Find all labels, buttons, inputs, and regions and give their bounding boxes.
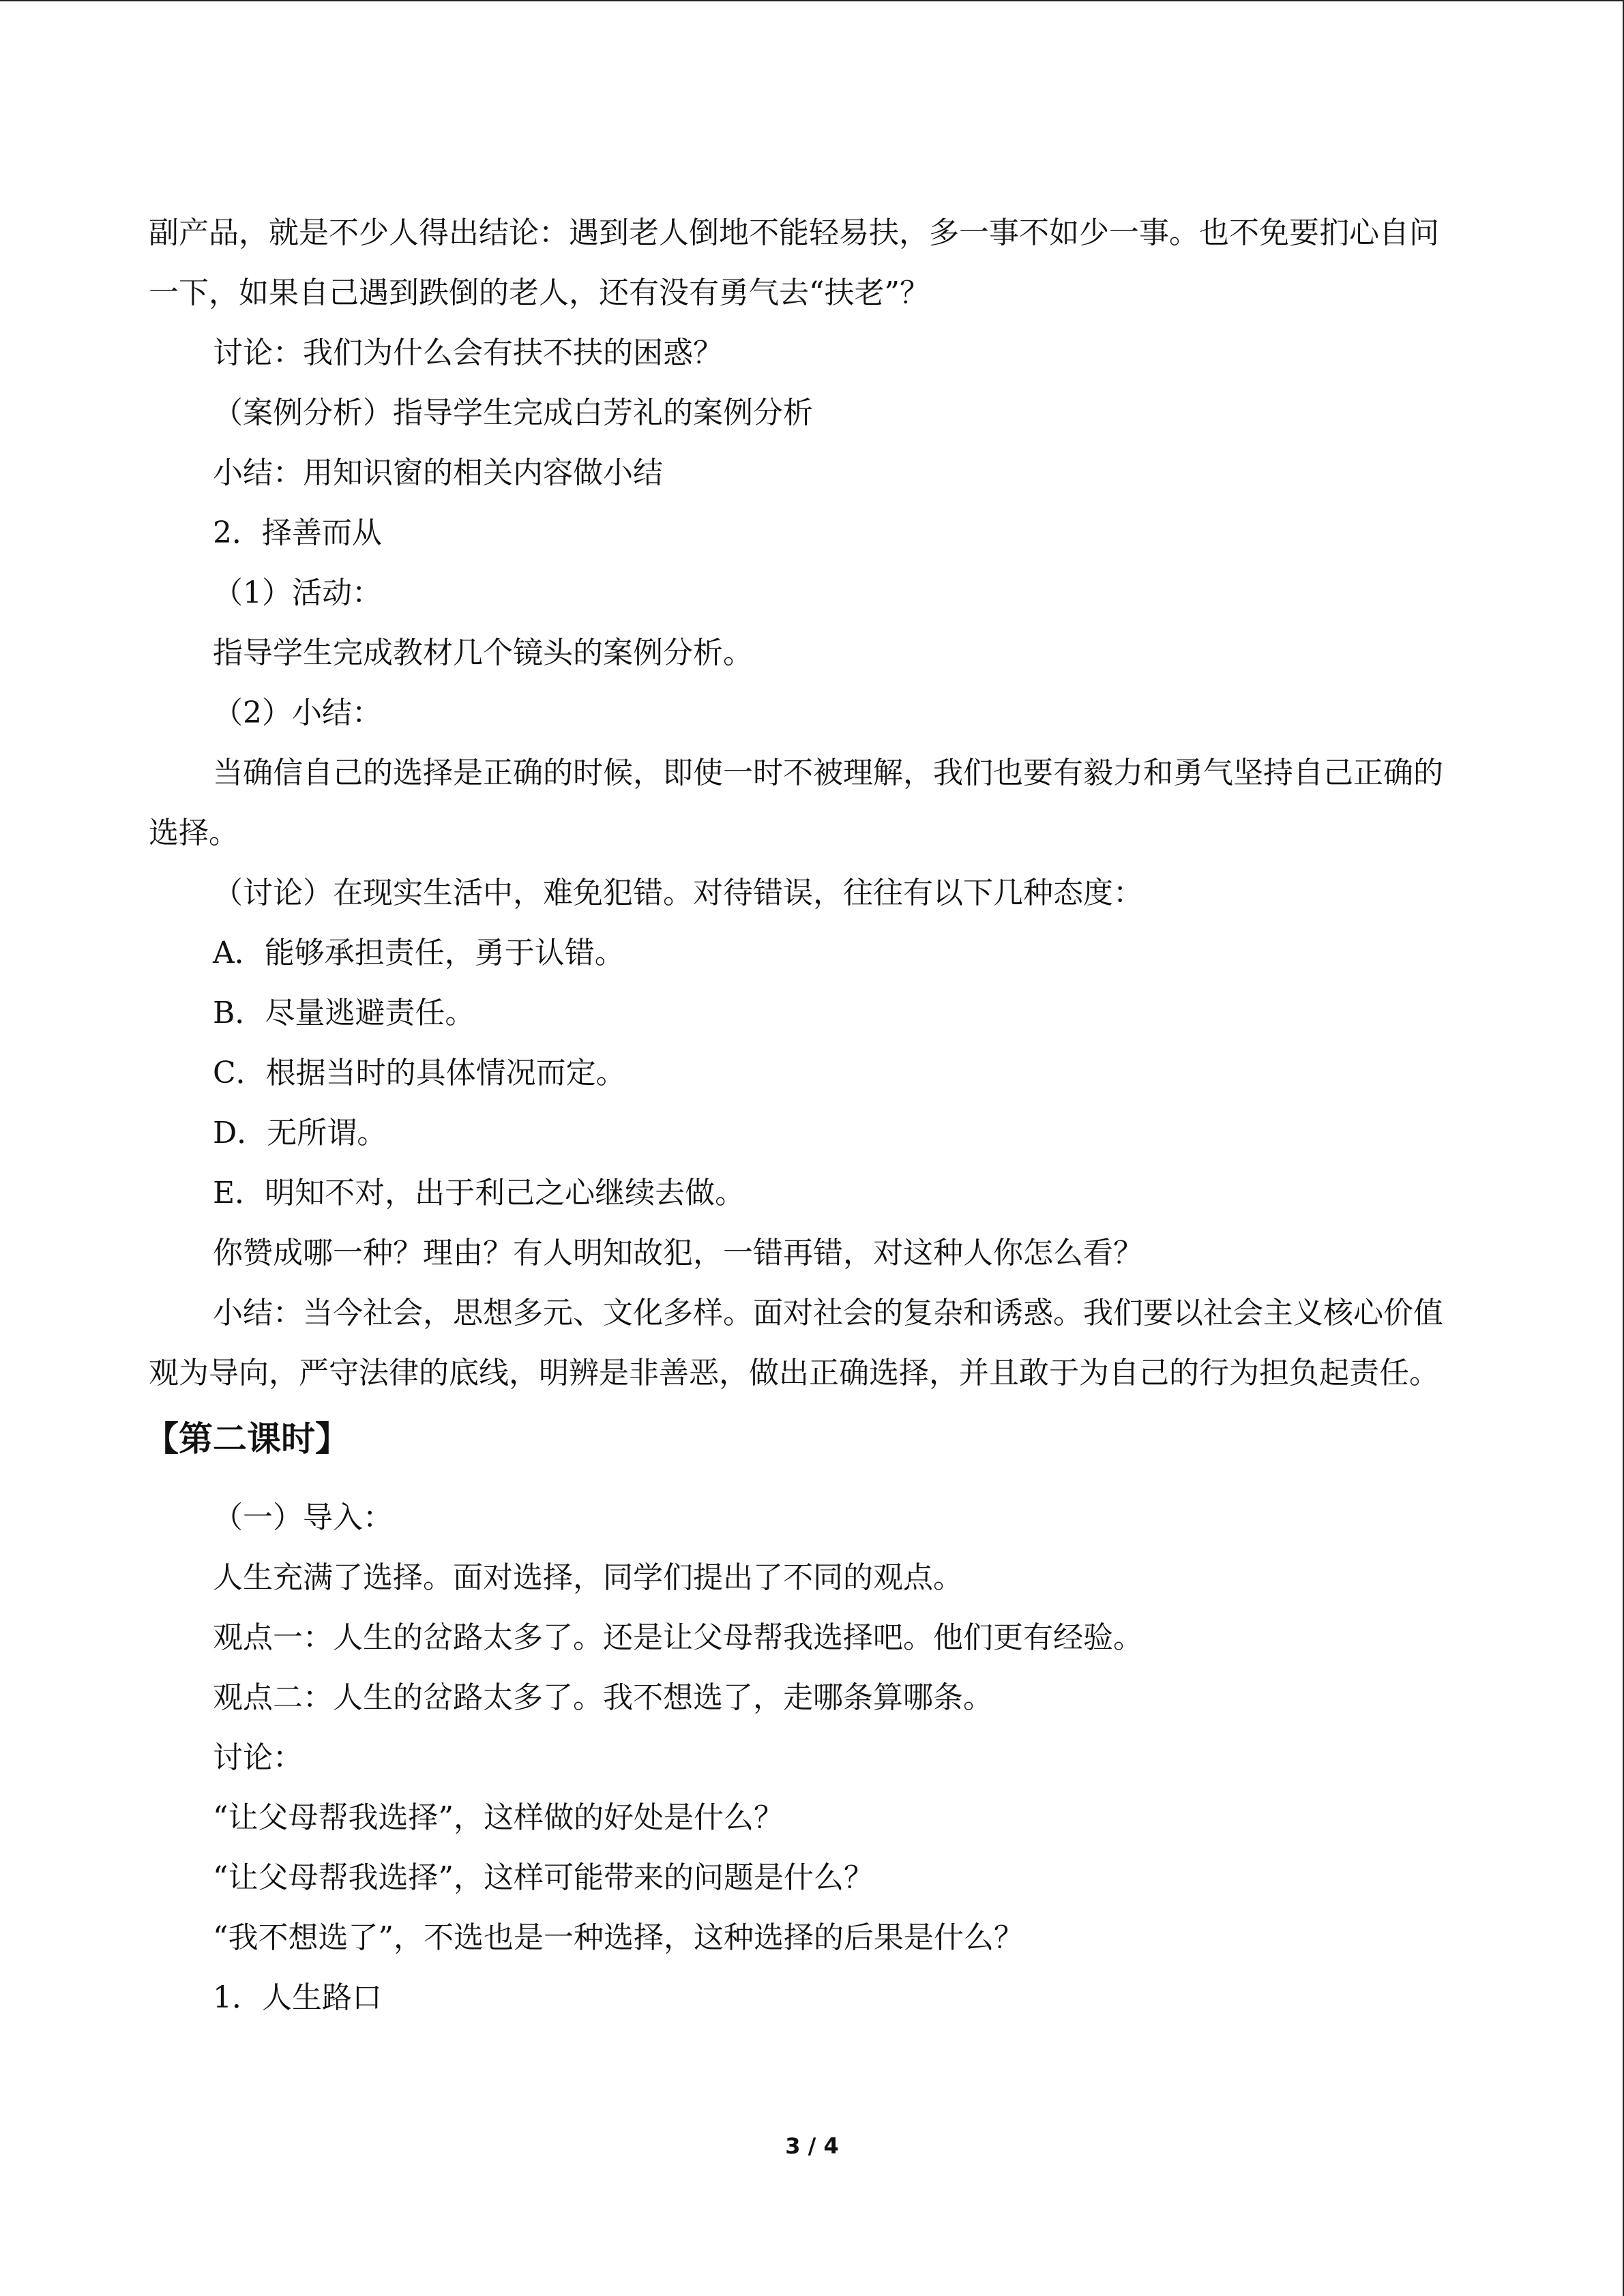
option-item: D．无所谓。 xyxy=(213,1116,387,1150)
list-heading: 2．择善而从 xyxy=(213,516,382,550)
paragraph: 观点一：人生的岔路太多了。还是让父母帮我选择吧。他们更有经验。 xyxy=(213,1620,1143,1655)
document-body xyxy=(145,203,1461,2028)
paragraph: 讨论： xyxy=(213,1740,303,1775)
paragraph: 你赞成哪一种？理由？有人明知故犯，一错再错，对这种人你怎么看？ xyxy=(213,1236,1143,1270)
paragraph: 观点二：人生的岔路太多了。我不想选了，走哪条算哪条。 xyxy=(213,1680,993,1715)
paragraph: 小结：当今社会，思想多元、文化多样。面对社会的复杂和诱惑。我们要以社会主义核心价值观为导向，严守法律的底线，明辨是非善恶，做出正确选择，并且敢于为自己的行为担负起责任。 xyxy=(149,1296,1443,1390)
paragraph: 副产品，就是不少人得出结论：遇到老人倒地不能轻易扶，多一事不如少一事。也不免要扪心自问一下，如果自己遇到跌倒的老人，还有没有勇气去“扶老”？ xyxy=(149,215,1439,310)
paragraph: 指导学生完成教材几个镜头的案例分析。 xyxy=(213,636,753,670)
paragraph: “我不想选了”，不选也是一种选择，这种选择的后果是什么？ xyxy=(213,1920,1024,1955)
paragraph: “让父母帮我选择”，这样做的好处是什么？ xyxy=(213,1800,784,1835)
paragraph: （一）导入： xyxy=(213,1500,393,1535)
paragraph: 讨论：我们为什么会有扶不扶的困惑？ xyxy=(213,336,723,370)
paragraph: 当确信自己的选择是正确的时候，即使一时不被理解，我们也要有毅力和勇气坚持自己正确的选择。 xyxy=(149,756,1443,850)
paragraph: （讨论）在现实生活中，难免犯错。对待错误，往往有以下几种态度： xyxy=(213,876,1143,910)
option-item: A．能够承担责任，勇于认错。 xyxy=(213,936,625,970)
paragraph: （案例分析）指导学生完成白芳礼的案例分析 xyxy=(213,396,813,430)
paragraph: （2）小结： xyxy=(213,696,382,730)
section-heading: 【第二课时】 xyxy=(145,1419,349,1459)
paragraph: 小结：用知识窗的相关内容做小结 xyxy=(213,456,663,490)
paragraph: “让父母帮我选择”，这样可能带来的问题是什么？ xyxy=(213,1860,874,1895)
option-item: C．根据当时的具体情况而定。 xyxy=(213,1056,626,1090)
page-number: 3 / 4 xyxy=(785,2133,839,2159)
list-heading: 1．人生路口 xyxy=(213,1980,382,2015)
option-item: B．尽量逃避责任。 xyxy=(213,996,475,1030)
paragraph: 人生充满了选择。面对选择，同学们提出了不同的观点。 xyxy=(213,1560,963,1595)
paragraph: （1）活动： xyxy=(213,576,382,610)
option-item: E．明知不对，出于利己之心继续去做。 xyxy=(213,1176,745,1210)
